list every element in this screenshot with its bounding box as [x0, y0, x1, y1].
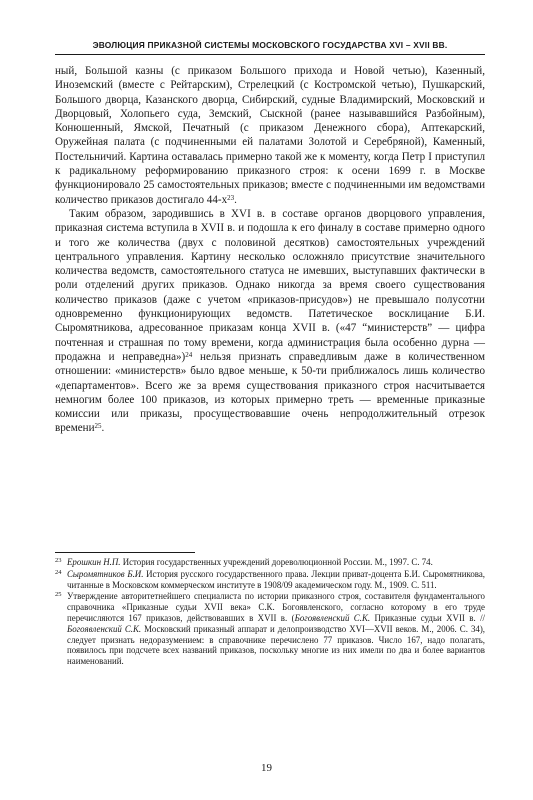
footnote-25: [55, 591, 485, 667]
footnote-text-part2: Приказные судьи XVII в. //: [370, 612, 485, 623]
paragraph-2-text-a: Таким образом, зародившись в XVI в. в составе органов дворцового управления, приказная система вступила в XVII в. и подошла к его финалу в составе примерно одного и того же количества (двух с половиной десятков) самостоятельных учреждений центрального управления. Картину несколько осложняло присутствие значительного количества ведомств, самостоятельного статуса не имевших, выступавших фактически в роли отделений других приказов. Однако никогда за время своего существования количество приказов (даже с учетом «приказов-присудов») не превышало полусотни одновременно функционирующих ведомств. Патетическое восклицание Б.И. Сыромятникова, адресованное приказам конца XVII в. («47 “министерств” — цифра почтенная и страшная по тому времени, когда администрация была особенно дурна — продажна и неправедна»): [55, 207, 485, 363]
footnote-ref-23[interactable]: 23: [227, 193, 235, 202]
footnote-ref-24[interactable]: 24: [185, 350, 193, 359]
footnote-author-1: Богоявленский С.К.: [294, 612, 371, 623]
running-head: ЭВОЛЮЦИЯ ПРИКАЗНОЙ СИСТЕМЫ МОСКОВСКОГО ГОСУДАРСТВА XVI – XVII ВВ.: [92, 40, 448, 50]
footnote-23: [55, 557, 485, 568]
footnote-number: 24: [55, 568, 62, 576]
footnote-ref-25[interactable]: 25: [94, 422, 102, 431]
header-rule: [55, 54, 485, 55]
main-text: [55, 64, 485, 436]
footnote-rule: [55, 552, 195, 553]
footnote-text-part3: Московский приказный аппарат и делопроизводство XVI—XVII веков. М., 2006. С. 34), следует признать недоразумением: в справочнике перечислено 77 приказов. Число 167, надо полагать, появилось при подсчете всех названий приказов, поскольку многие из них имели по два и более вариантов наименований.: [67, 623, 485, 667]
paragraph-1-end: .: [234, 193, 237, 206]
footnote-text: История государственных учреждений дореволюционной России. М., 1997. С. 74.: [120, 557, 433, 567]
paragraph-1-text: ный, Большой казны (с приказом Большого прихода и Новой четью), Казенный, Иноземский (вместе с Рейтарским), Стрелецкий (с Костромской четью), Пушкарский, Большого дворца, Казанского дворца, Сибирский, судные Владимирский, Московский и Дворцовый, Холопьего суда, Земский, Сыскной (ранее называвшийся Разбойным), Конюшенный, Ямской, Печатный (с приказом Денежного сбора), Аптекарский, Оружейная палата (с подчиненными ей палатами Золотой и Серебряной), Каменный, Постельничий. Картина оставалась примерно такой же к моменту, когда Петр I приступил к радикальному реформированию приказного строя: к осени 1699 г. в Москве функционировало 25 самостоятельных приказов; вместе с подчиненными им ведомствами количество приказов достигало 44-х: [55, 65, 485, 206]
footnote-number: 23: [55, 557, 62, 564]
footnote-author: Сыромятников Б.И.: [67, 568, 144, 579]
paragraph-2-text-b: нельзя признать справедливым даже в количественном отношении: «министерств» было вдвое меньше, к 50-ти приближалось лишь количество «департаментов». Всего же за время существования приказного строя насчитывается немногим более 100 приказов, из которых примерно треть — временные приказные комиссии или приказы, просуществовавшие очень непродолжительный отрезок времени: [55, 350, 485, 435]
footnote-number: 25: [55, 591, 62, 599]
footnote-text-part1: Утверждение авторитетнейшего специалиста по истории приказного строя, составителя фундаментального справочника «Приказные судьи XVII века» С.К. Богоявленского, согласно которому в его труде перечисляются 167 приказов, действовавших в XVII в. (: [67, 591, 485, 623]
footnotes: [55, 557, 485, 668]
paragraph-1: [55, 64, 485, 207]
footnote-author-2: Богоявленский С.К.: [67, 623, 142, 634]
footnote-text: История русского государственного права. Лекции приват-доцента Б.И. Сыромятникова, читанные в Московском коммерческом институте в 1908/09 академическом году. М., 1909. С. 511.: [67, 568, 485, 590]
footnote-author: Ерошкин Н.П.: [67, 557, 121, 567]
paragraph-2-end: .: [101, 422, 105, 435]
page-number: 19: [261, 762, 272, 774]
paragraph-2: [55, 207, 485, 436]
footnote-24: [55, 569, 485, 591]
